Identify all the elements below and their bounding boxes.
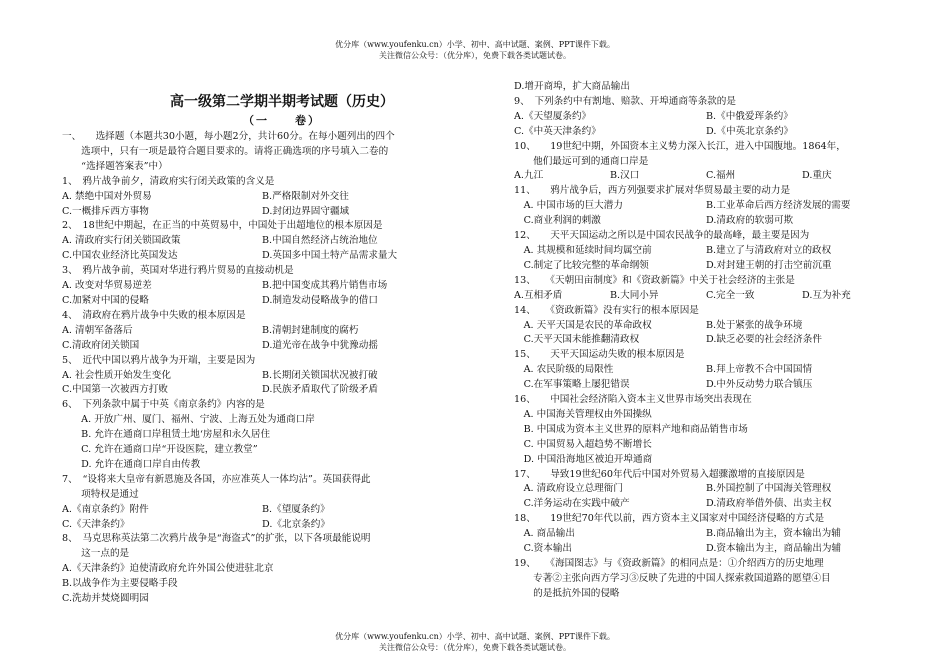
answer-option: B.中国自然经济占统治地位 bbox=[262, 235, 378, 247]
question-line: B.以战争作为主要侵略手段 bbox=[62, 578, 178, 590]
question-line: 17、 导致19世纪60年代后中国对外贸易入超骤激增的直接原因是 bbox=[514, 468, 805, 480]
exam-title: 高一级第二学期半期考试题（历史） bbox=[170, 94, 394, 110]
answer-option: D.英国多中国土特产品需求量大 bbox=[262, 250, 398, 262]
header-line-2: 关注微信公众号：（优分库），免费下载各类试题试卷。 bbox=[379, 51, 571, 60]
option-row bbox=[62, 294, 462, 309]
question-line: A.《天津条约》迫使清政府允许外国公使进驻北京 bbox=[62, 563, 274, 575]
answer-option: C.资本输出 bbox=[514, 543, 573, 555]
answer-option: B.长期闭关锁国状况被打破 bbox=[262, 369, 378, 381]
option-row bbox=[514, 259, 898, 274]
question-line: D. 中国沿海地区被迫开埠通商 bbox=[514, 453, 653, 465]
answer-option: C.完全一致 bbox=[706, 289, 755, 301]
answer-option: D.对封建王朝的打击空前沉重 bbox=[706, 259, 832, 271]
option-row bbox=[514, 214, 898, 229]
page-header bbox=[0, 39, 950, 61]
left-column bbox=[62, 92, 462, 607]
answer-option: B.工业革命后西方经济发展的需要 bbox=[706, 200, 851, 212]
section-intro: “选择题答案表”中） bbox=[62, 160, 168, 172]
option-row bbox=[62, 369, 462, 384]
option-row bbox=[62, 383, 462, 398]
question-line: 9、 下列条约中有割地、赔款、开埠通商等条款的是 bbox=[514, 95, 736, 107]
answer-option: C.天平天国未能推翻清政权 bbox=[514, 334, 640, 346]
option-row bbox=[62, 234, 462, 249]
question-line: C.洗劫并焚烧圆明园 bbox=[62, 593, 149, 605]
option-row bbox=[62, 324, 462, 339]
question-line: 19、 《海国图志》与《资政新篇》的相同点是：①介绍西方的历史地理 bbox=[514, 558, 824, 569]
question-line: 18、 19世纪70年代以前，西方资本主义国家对中国经济侵略的方式是 bbox=[514, 513, 825, 525]
answer-option: A. 中国市场的巨大潜力 bbox=[514, 200, 623, 212]
answer-option: D.《中英北京条约》 bbox=[706, 125, 794, 137]
answer-option: D.清政府的软弱可欺 bbox=[706, 215, 794, 227]
section-intro: 选项中，只有一项是最符合题目要求的。请将正确选项的序号填入二卷的 bbox=[62, 145, 389, 157]
answer-option: A. 清政府设立总理衙门 bbox=[514, 483, 623, 495]
question-line: 15、 天平天国运动失败的根本原因是 bbox=[514, 349, 685, 361]
option-row bbox=[62, 190, 462, 205]
answer-option: D.民族矛盾取代了阶级矛盾 bbox=[262, 384, 378, 396]
question-line: D.增开商埠，扩大商品输出 bbox=[514, 81, 630, 92]
answer-option: A. 清朝军备落后 bbox=[62, 324, 133, 336]
answer-option: B.《望厦条约》 bbox=[262, 503, 330, 515]
option-row bbox=[514, 319, 898, 334]
answer-option: B.汉口 bbox=[610, 170, 640, 182]
answer-option: C.加紧对中国的侵略 bbox=[62, 294, 149, 306]
question-line: 7、 “设将来大皇帝有新恩施及各国，亦应准英人一体均沾”。英国获得此 bbox=[62, 473, 371, 485]
header-line-1: 优分库（www.youfenku.cn）小学、初中、高中试题、案例、PPT课件下载。 bbox=[335, 40, 615, 49]
answer-option: C.中国第一次被西方打败 bbox=[62, 384, 168, 396]
option-row bbox=[62, 249, 462, 264]
answer-option: A. 清政府实行闭关锁国政策 bbox=[62, 235, 181, 247]
option-row bbox=[514, 527, 898, 542]
answer-option: C.在军事策略上屡犯错误 bbox=[514, 379, 630, 391]
answer-option: C.商业利润的刺激 bbox=[514, 215, 601, 227]
question-line: B. 允许在通商口岸租赁土地‘房屋和永久居住 bbox=[62, 429, 271, 441]
answer-option: A.九江 bbox=[514, 170, 544, 182]
answer-option: C.一概排斥西方事物 bbox=[62, 205, 149, 217]
answer-option: B.严格限制对外交往 bbox=[262, 190, 349, 202]
question-line: 的是抵抗外国的侵略 bbox=[514, 587, 620, 599]
answer-option: A. 商品输出 bbox=[514, 528, 575, 540]
option-row bbox=[514, 244, 898, 259]
option-row bbox=[514, 169, 898, 184]
answer-option: D.《北京条约》 bbox=[262, 518, 330, 530]
question-line: 16、 中国社会经济陷入资本主义世界市场突出表现在 bbox=[514, 394, 752, 406]
right-questions bbox=[514, 80, 898, 602]
answer-option: B.处于紧张的战争环境 bbox=[706, 319, 803, 331]
option-row bbox=[62, 503, 462, 518]
question-line: 14、 《资政新篇》没有实行的根本原因是 bbox=[514, 304, 699, 316]
answer-option: A. 其规模和延续时间均属空前 bbox=[514, 244, 652, 256]
answer-option: A.互相矛盾 bbox=[514, 289, 563, 301]
answer-option: B.商品输出为主，资本输出为辅 bbox=[706, 528, 841, 540]
question-line: 项特权是通过 bbox=[62, 488, 139, 500]
question-line: 6、 下列条款中属于中英《南京条约》内容的是 bbox=[62, 399, 265, 411]
question-line: 12、 天平天国运动之所以是中国农民战争的最高峰，最主要是因为 bbox=[514, 230, 810, 242]
option-row bbox=[62, 518, 462, 533]
question-line: 8、 马克思称英法第二次鸦片战争是“海盗式”的扩张，以下各项最能说明 bbox=[62, 533, 371, 545]
question-line: B. 中国成为资本主义世界的原料产地和商品销售市场 bbox=[514, 423, 748, 435]
right-column bbox=[514, 80, 898, 602]
question-line: 4、 清政府在鸦片战争中失败的根本原因是 bbox=[62, 309, 246, 321]
answer-option: C.福州 bbox=[706, 170, 736, 182]
question-line: 3、 鸦片战争前，英国对华进行鸦片贸易的直接动机是 bbox=[62, 265, 294, 277]
question-line: 专著②主张向西方学习③反映了先进的中国人探索救国道路的愿望④目 bbox=[514, 572, 831, 584]
answer-option: B.把中国变成其鸦片销售市场 bbox=[262, 280, 388, 292]
answer-option: A. 社会性质开始发生变化 bbox=[62, 369, 171, 381]
left-questions bbox=[62, 175, 462, 607]
question-line: C. 允许在通商口岸“开设医院，建立教堂” bbox=[62, 444, 258, 456]
answer-option: B.大同小异 bbox=[610, 289, 659, 301]
answer-option: D.封闭边界固守疆域 bbox=[262, 205, 350, 217]
question-line: A. 开放广州、厦门、福州、宁波、上海五处为通商口岸 bbox=[62, 414, 315, 426]
question-line: 这一点的是 bbox=[62, 548, 130, 560]
answer-option: D.资本输出为主，商品输出为辅 bbox=[706, 543, 842, 555]
footer-line-2: 关注微信公众号：（优分库），免费下载各类试题试卷。 bbox=[379, 643, 571, 652]
answer-option: C.洋务运动在实践中破产 bbox=[514, 498, 630, 510]
answer-option: D.互为补充 bbox=[802, 289, 851, 301]
answer-option: A.《天望厦条约》 bbox=[514, 110, 592, 122]
answer-option: A. 农民阶级的局限性 bbox=[514, 364, 614, 376]
option-row bbox=[514, 125, 898, 140]
question-line: 11、 鸦片战争后，西方列强要求扩展对华贸易最主要的动力是 bbox=[514, 185, 791, 197]
question-line: 2、 18世纪中期起，在正当的中英贸易中，中国处于出超地位的根本原因是 bbox=[62, 220, 383, 232]
option-row bbox=[514, 482, 898, 497]
question-line: 10、 19世纪中期，外国资本主义势力深入长江，进入中国腹地。1864年， bbox=[514, 140, 846, 152]
option-row bbox=[514, 110, 898, 125]
answer-option: A. 改变对华贸易逆差 bbox=[62, 280, 152, 292]
question-line: 5、 近代中国以鸦片战争为开端，主要是因为 bbox=[62, 354, 256, 366]
answer-option: D.重庆 bbox=[802, 170, 832, 182]
answer-option: D.清政府举借外债、出卖主权 bbox=[706, 498, 832, 510]
answer-option: A. 天平天国是农民的革命政权 bbox=[514, 319, 652, 331]
question-line: D. 允许在通商口岸自由传教 bbox=[62, 458, 201, 470]
answer-option: B.建立了与清政府对立的政权 bbox=[706, 244, 832, 256]
answer-option: B.外国控制了中国海关管理权 bbox=[706, 483, 832, 495]
option-row bbox=[62, 279, 462, 294]
answer-option: C.清政府闭关锁国 bbox=[62, 339, 140, 351]
answer-option: B.拜上帝教不合中国国情 bbox=[706, 364, 813, 376]
answer-option: C.《中英天津条约》 bbox=[514, 125, 601, 137]
question-line: 他们最远可到的通商口岸是 bbox=[514, 155, 649, 167]
answer-option: D.道光帝在战争中犹豫动摇 bbox=[262, 339, 378, 351]
answer-option: D.缺乏必要的社会经济条件 bbox=[706, 334, 822, 346]
option-row bbox=[514, 333, 898, 348]
answer-option: C.《天津条约》 bbox=[62, 518, 130, 530]
option-row bbox=[62, 205, 462, 220]
answer-option: C.制定了比较完整的革命纲领 bbox=[514, 259, 649, 271]
page-footer bbox=[0, 631, 950, 653]
answer-option: A.《南京条约》附件 bbox=[62, 503, 149, 515]
question-line: 13、 《天朝田亩制度》和《资政新篇》中关于社会经济的主张是 bbox=[514, 274, 795, 286]
option-row bbox=[62, 339, 462, 354]
option-row bbox=[514, 363, 898, 378]
question-line: A. 中国海关管理权由外国操纵 bbox=[514, 408, 652, 420]
option-row bbox=[514, 497, 898, 512]
answer-option: A. 禁绝中国对外贸易 bbox=[62, 190, 152, 202]
answer-option: B.清朝封建制度的腐朽 bbox=[262, 324, 359, 336]
exam-volume: （一 卷） bbox=[243, 114, 321, 127]
answer-option: D.中外反动势力联合镇压 bbox=[706, 379, 813, 391]
option-row bbox=[514, 199, 898, 214]
option-row bbox=[514, 289, 898, 304]
question-line: 1、 鸦片战争前夕，清政府实行闭关政策的含义是 bbox=[62, 175, 275, 187]
question-line: C. 中国贸易入超趋势不断增长 bbox=[514, 438, 652, 450]
answer-option: C.中国农业经济比英国发达 bbox=[62, 250, 178, 262]
footer-line-1: 优分库（www.youfenku.cn）小学、初中、高中试题、案例、PPT课件下载。 bbox=[335, 632, 615, 641]
option-row bbox=[514, 378, 898, 393]
section-intro: 一、 选择题（本题共30小题，每小题2分，共计60分。在每小题列出的四个 bbox=[62, 131, 395, 142]
option-row bbox=[514, 542, 898, 557]
answer-option: B.《中俄爱珲条约》 bbox=[706, 110, 793, 122]
answer-option: D.制造发动侵略战争的借口 bbox=[262, 294, 378, 306]
